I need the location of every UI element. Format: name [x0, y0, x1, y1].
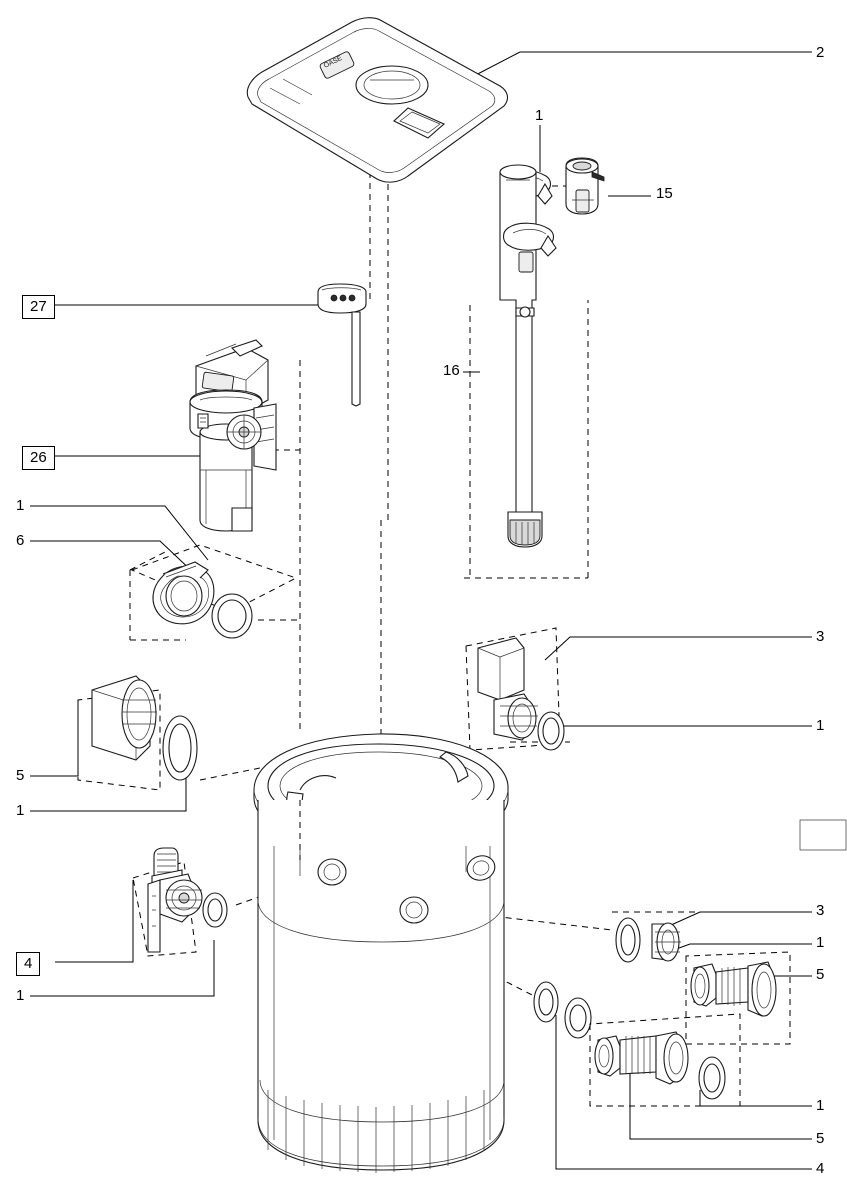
callout-1-uvc-seal[interactable]: 1 — [535, 107, 544, 124]
callout-1-inlet-gasket[interactable]: 1 — [16, 497, 25, 514]
callout-6[interactable]: 6 — [16, 532, 25, 549]
callout-26[interactable]: 26 — [22, 446, 55, 470]
callout-1-outlet-upper[interactable]: 1 — [816, 717, 825, 734]
o-ring-gasket-inlet-upper — [212, 594, 252, 638]
uvc-quartz-glass-tube — [500, 165, 556, 547]
outlet-nozzle-lower — [616, 918, 681, 962]
callout-15[interactable]: 15 — [656, 185, 673, 202]
reference-box — [800, 820, 846, 850]
callout-4-left[interactable]: 4 — [16, 952, 40, 976]
callout-16[interactable]: 16 — [443, 362, 460, 379]
svg-text:OASE: OASE — [322, 54, 344, 70]
callout-5-bottom[interactable]: 5 — [816, 1130, 825, 1147]
o-ring-gasket-bottom-right — [534, 982, 591, 1038]
callout-5-right[interactable]: 5 — [816, 966, 825, 983]
pump-unit — [190, 340, 276, 531]
callout-1-lower-right[interactable]: 1 — [816, 934, 825, 951]
callout-1-bottom-right[interactable]: 1 — [816, 1097, 825, 1114]
stepped-hose-adapter-bottom — [590, 1014, 740, 1106]
filter-lid-with-control-panel — [247, 18, 507, 182]
callout-3-lower[interactable]: 3 — [816, 902, 825, 919]
callout-3-upper[interactable]: 3 — [816, 628, 825, 645]
callout-5-left[interactable]: 5 — [16, 767, 25, 784]
callout-1-left-gasket[interactable]: 1 — [16, 802, 25, 819]
callout-4-bottom[interactable]: 4 — [816, 1160, 825, 1177]
main-filter-container — [254, 734, 508, 1173]
valve-handle-assembly — [133, 848, 202, 956]
sensor-probe — [318, 284, 366, 406]
stepped-hose-adapter-right — [686, 952, 790, 1044]
o-ring-gasket-left — [163, 716, 197, 780]
stepped-hose-adapter-left — [78, 676, 160, 790]
callout-1-valve-gasket[interactable]: 1 — [16, 987, 25, 1004]
callout-27[interactable]: 27 — [22, 295, 55, 319]
callout-2[interactable]: 2 — [816, 44, 825, 61]
o-ring-gasket-outlet-upper — [538, 712, 564, 750]
o-ring-gasket-valve — [203, 893, 227, 927]
